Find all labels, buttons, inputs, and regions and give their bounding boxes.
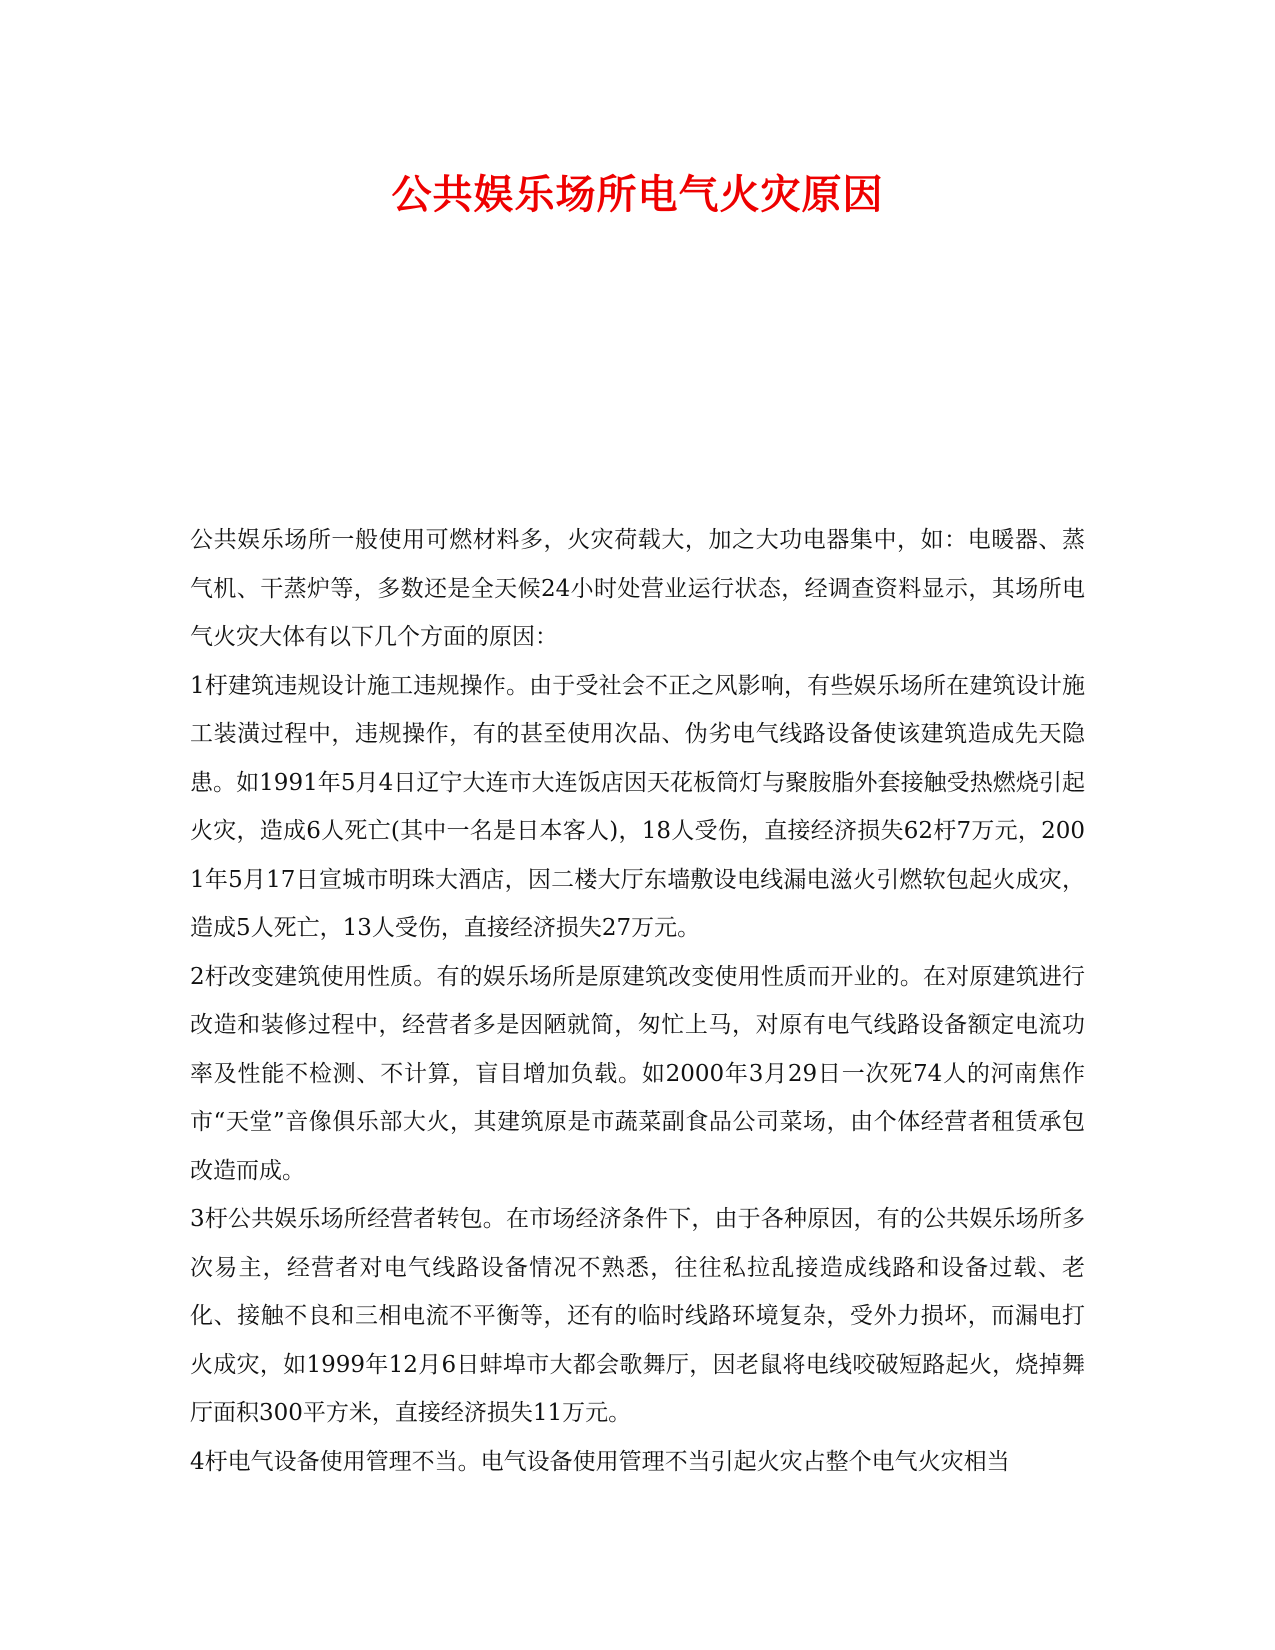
cause-2-paragraph: 2杅改变建筑使用性质。有的娱乐场所是原建筑改变使用性质而开业的。在对原建筑进行改造和装修过程中，经营者多是因陋就简，匆忙上马，对原有电气线路设备额定电流功率及性能不检测、不计算，盲目增加负载。如2000年3月29日一次死74人的河南焦作市“天堂”音像俱乐部大火，其建筑原是市蔬菜副食品公司菜场，由个体经营者租赁承包改造而成。	[190, 963, 1085, 1184]
intro-paragraph: 公共娱乐场所一般使用可燃材料多，火灾荷载大，加之大功电器集中，如：电暖器、蒸气机、干蒸炉等，多数还是全天候24小时处营业运行状态，经调查资料显示，其场所电气火灾大体有以下几个方面的原因：	[190, 527, 1085, 650]
document-title: 公共娱乐场所电气火灾原因	[391, 171, 884, 218]
cause-1-paragraph: 1杅建筑违规设计施工违规操作。由于受社会不正之风影响，有些娱乐场所在建筑设计施工装潢过程中，违规操作，有的甚至使用次品、伪劣电气线路设备使该建筑造成先天隐患。如1991年5月4日辽宁大连市大连饭店因天花板筒灯与聚胺脂外套接触受热燃烧引起火灾，造成6人死亡(其中一名是日本客人)，18人受伤，直接经济损失62杅7万元，2001年5月17日宣城市明珠大酒店，因二楼大厅东墙敷设电线漏电滋火引燃软包起火成灾，造成5人死亡，13人受伤，直接经济损失27万元。	[190, 672, 1085, 941]
cause-4-paragraph: 4杅电气设备使用管理不当。电气设备使用管理不当引起火灾占整个电气火灾相当	[190, 1448, 1010, 1475]
cause-3-paragraph: 3杅公共娱乐场所经营者转包。在市场经济条件下，由于各种原因，有的公共娱乐场所多次易主，经营者对电气线路设备情况不熟悉，往往私拉乱接造成线路和设备过载、老化、接触不良和三相电流不平衡等，还有的临时线路环境复杂，受外力损坏，而漏电打火成灾，如1999年12月6日蚌埠市大都会歌舞厅，因老鼠将电线咬破短路起火，烧掉舞厅面积300平方米，直接经济损失11万元。	[190, 1206, 1085, 1426]
document-body	[190, 516, 1085, 1486]
